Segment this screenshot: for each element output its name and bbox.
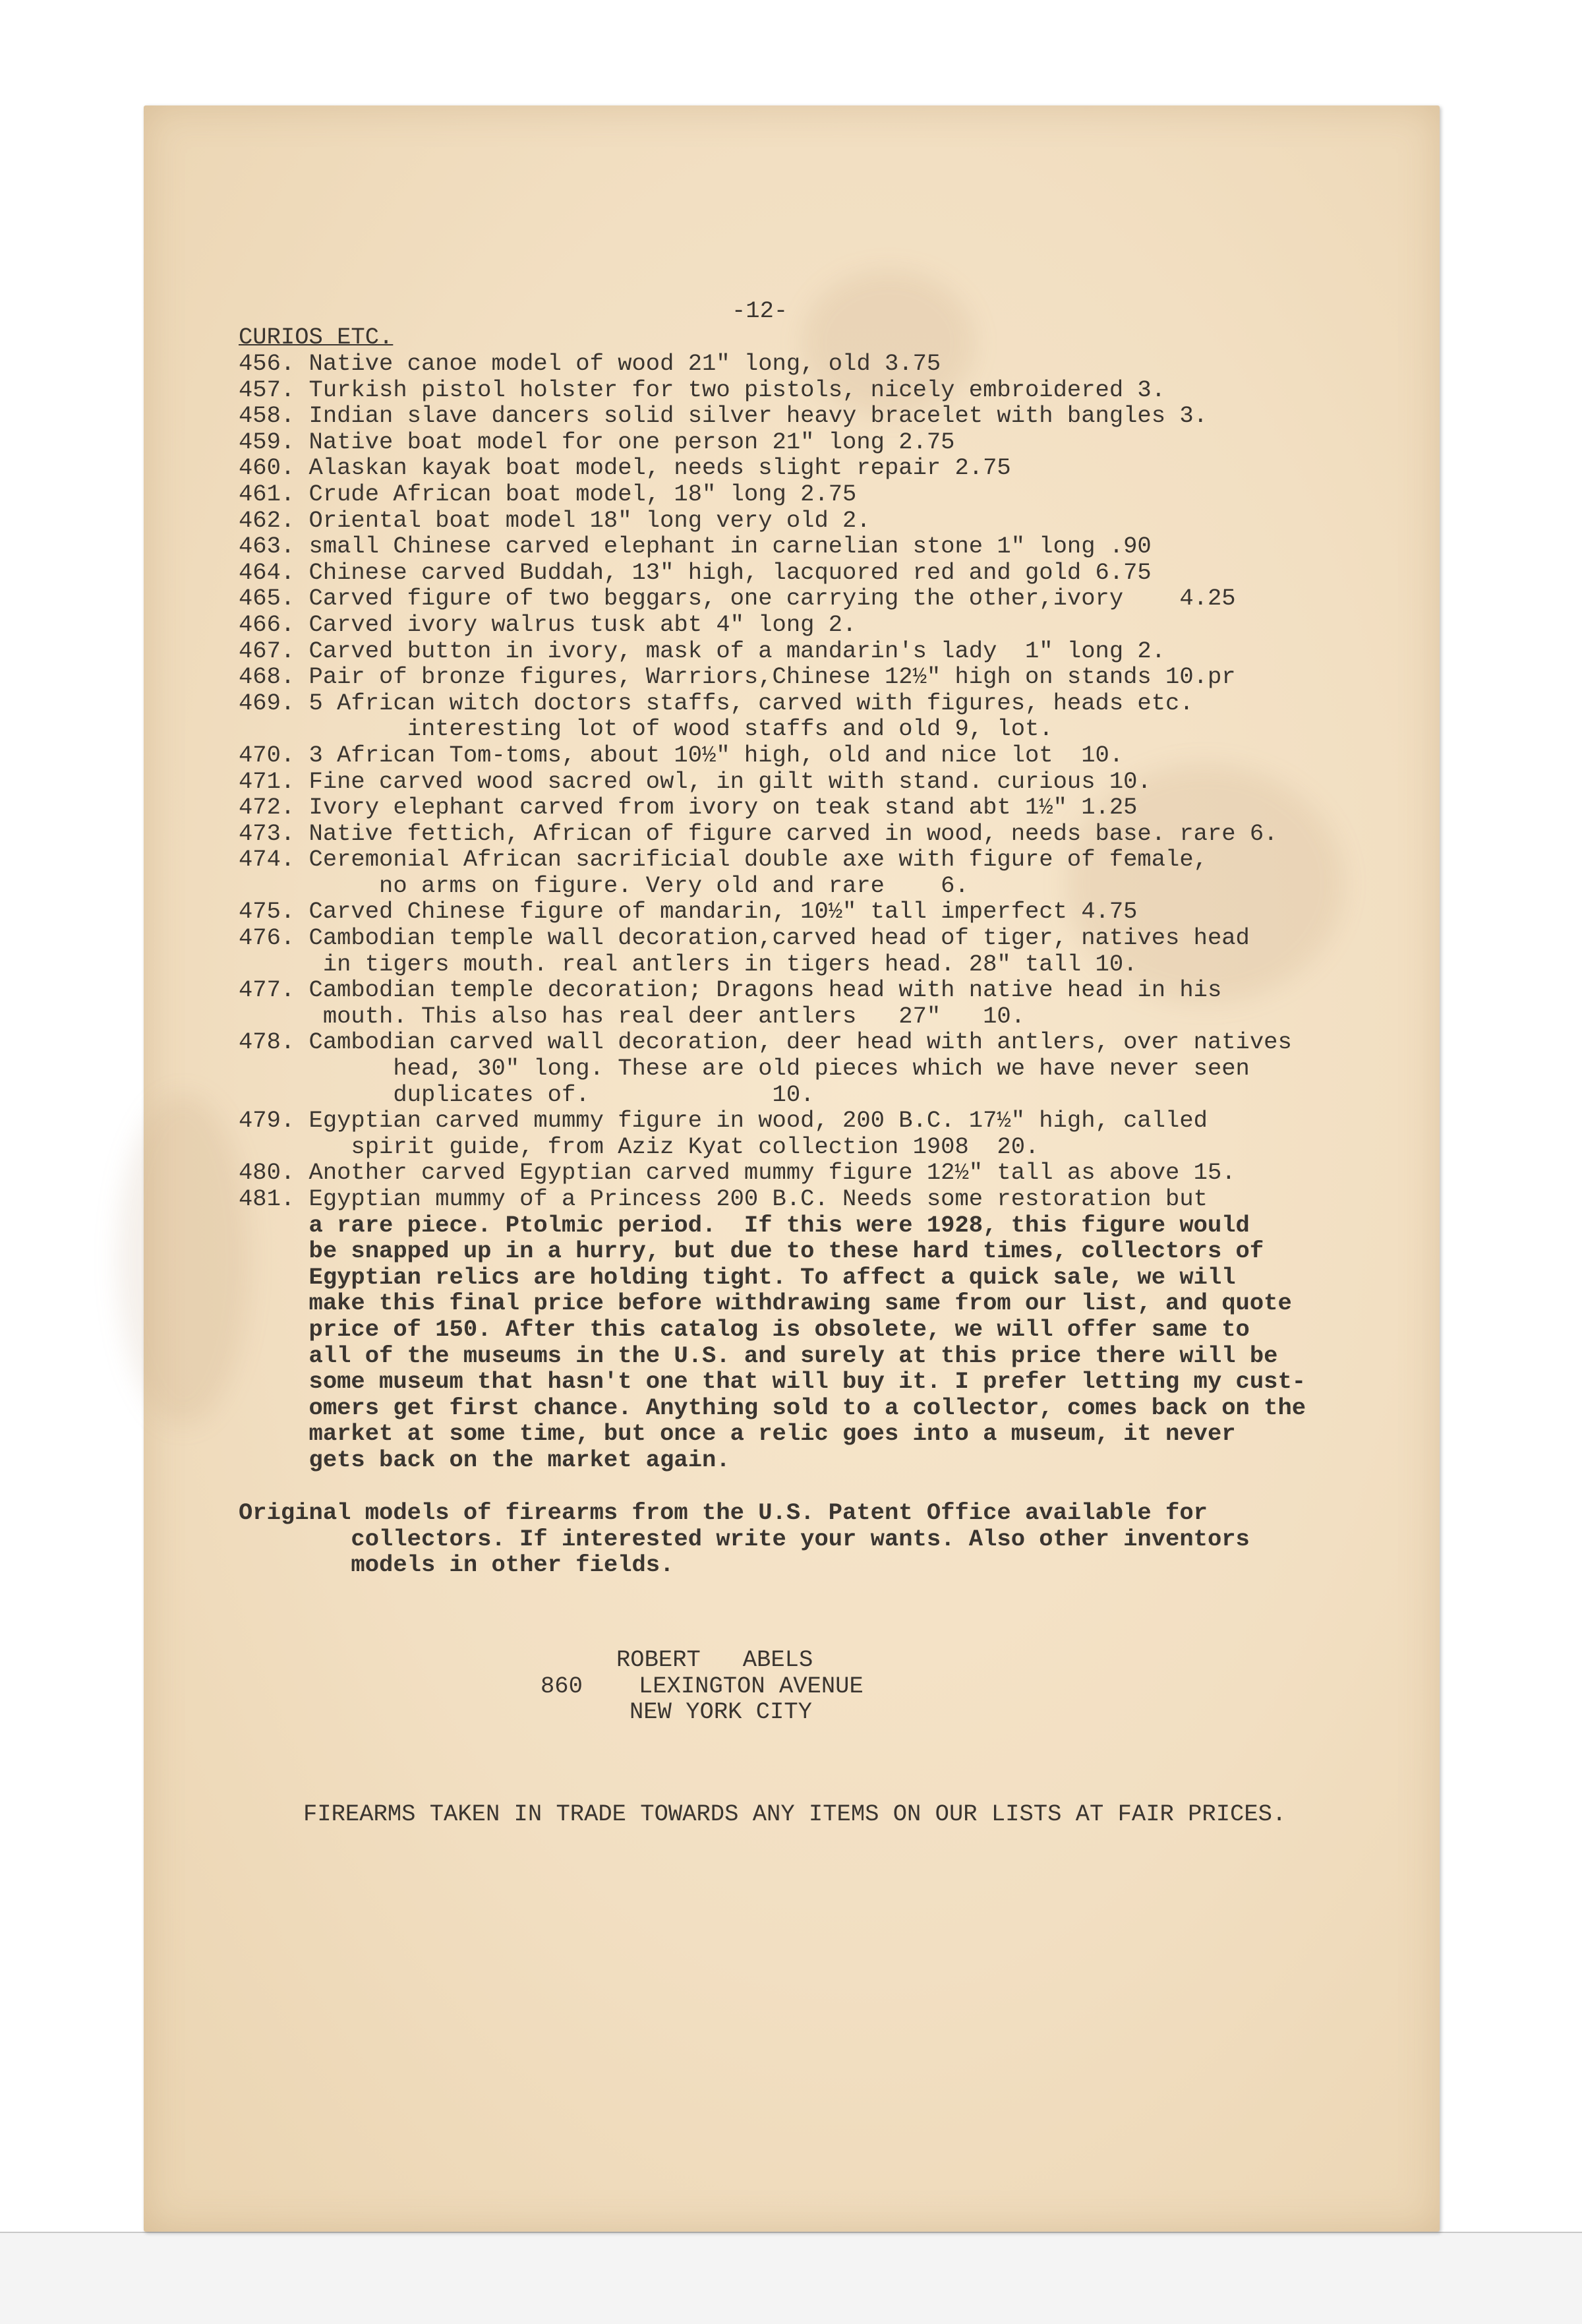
item-continuation: mouth. This also has real deer antlers 27" 10. <box>239 1002 1025 1030</box>
item-line: 480. Another carved Egyptian carved mummy figure 12½" tall as above 15. <box>239 1159 1236 1187</box>
patent-models-note <box>239 1500 1425 1578</box>
dealer-street <box>541 1673 1002 1700</box>
item-line: 459. Native boat model for one person 21" long 2.75 <box>239 428 955 456</box>
item-line: 466. Carved ivory walrus tusk abt 4" long 2. <box>239 611 857 638</box>
item-continuation: be snapped up in a hurry, but due to these hard times, collectors of <box>239 1237 1264 1265</box>
item-continuation: no arms on figure. Very old and rare 6. <box>239 872 969 899</box>
item-line: 461. Crude African boat model, 18" long 2.75 <box>239 480 857 508</box>
note-line: models in other fields. <box>239 1551 674 1579</box>
item-continuation: market at some time, but once a relic goes into a museum, it never <box>239 1420 1236 1448</box>
item-line: 463. small Chinese carved elephant in carnelian stone 1" long .90 <box>239 533 1152 560</box>
item-line: 478. Cambodian carved wall decoration, deer head with antlers, over natives <box>239 1028 1292 1056</box>
item-line: 457. Turkish pistol holster for two pistols, nicely embroidered 3. <box>239 376 1166 403</box>
item-line: 465. Carved figure of two beggars, one carrying the other,ivory 4.25 <box>239 585 1236 612</box>
item-line: 464. Chinese carved Buddah, 13" high, lacquored red and gold 6.75 <box>239 558 1152 586</box>
dealer-city: NEW YORK CITY <box>630 1698 812 1726</box>
note-line: collectors. If interested write your wants. Also other inventors <box>239 1525 1250 1553</box>
item-continuation: a rare piece. Ptolmic period. If this were 1928, this figure would <box>239 1211 1250 1239</box>
street-number: 860 <box>541 1672 583 1700</box>
item-line: 467. Carved button in ivory, mask of a mandarin's lady 1" long 2. <box>239 637 1166 665</box>
item-line: 468. Pair of bronze figures, Warriors,Chinese 12½" high on stands 10.pr <box>239 663 1236 691</box>
item-continuation: interesting lot of wood staffs and old 9, lot. <box>239 715 1053 743</box>
item-line: 472. Ivory elephant carved from ivory on teak stand abt 1½" 1.25 <box>239 794 1138 821</box>
item-line: 456. Native canoe model of wood 21" long, old 3.75 <box>239 350 941 377</box>
note-line: Original models of firearms from the U.S. Patent Office available for <box>239 1499 1208 1526</box>
page-number: -12- <box>732 297 788 324</box>
dealer-address <box>541 1647 1002 1725</box>
item-line: 476. Cambodian temple wall decoration,carved head of tiger, natives head <box>239 924 1250 952</box>
dealer-name: ROBERT ABELS <box>616 1646 813 1673</box>
trade-in-note: FIREARMS TAKEN IN TRADE TOWARDS ANY ITEMS ON OUR LISTS AT FAIR PRICES. <box>303 1801 1287 1828</box>
section-heading: CURIOS ETC. <box>239 324 394 351</box>
item-line: 473. Native fettich, African of figure carved in wood, needs base. rare 6. <box>239 819 1278 847</box>
item-line: 462. Oriental boat model 18" long very old 2. <box>239 506 871 534</box>
item-line: 460. Alaskan kayak boat model, needs slight repair 2.75 <box>239 454 1011 482</box>
item-line: 479. Egyptian carved mummy figure in wood, 200 B.C. 17½" high, called <box>239 1107 1208 1135</box>
item-continuation: gets back on the market again. <box>239 1446 730 1474</box>
item-line: 471. Fine carved wood sacred owl, in gilt with stand. curious 10. <box>239 767 1152 795</box>
item-line: 470. 3 African Tom-toms, about 10½" high, old and nice lot 10. <box>239 741 1124 769</box>
item-line: 477. Cambodian temple decoration; Dragons head with native head in his <box>239 976 1222 1004</box>
item-continuation: omers get first chance. Anything sold to a collector, comes back on the <box>239 1394 1306 1421</box>
item-continuation: head, 30" long. These are old pieces which we have never seen <box>239 1055 1250 1083</box>
item-continuation: duplicates of. 10. <box>239 1081 815 1108</box>
item-continuation: price of 150. After this catalog is obsolete, we will offer same to <box>239 1315 1250 1343</box>
item-continuation: in tigers mouth. real antlers in tigers head. 28" tall 10. <box>239 950 1138 978</box>
item-continuation: all of the museums in the U.S. and surely at this price there will be <box>239 1342 1278 1369</box>
item-list <box>239 351 1425 1474</box>
street-name: LEXINGTON AVENUE <box>638 1672 864 1700</box>
item-line: 458. Indian slave dancers solid silver heavy bracelet with bangles 3. <box>239 402 1208 430</box>
item-line: 481. Egyptian mummy of a Princess 200 B.C. Needs some restoration but <box>239 1185 1208 1212</box>
item-continuation: spirit guide, from Aziz Kyat collection 1908 20. <box>239 1133 1040 1160</box>
item-line: 469. 5 African witch doctors staffs, carved with figures, heads etc. <box>239 689 1194 717</box>
item-line: 474. Ceremonial African sacrificial double axe with figure of female, <box>239 846 1208 874</box>
item-continuation: Egyptian relics are holding tight. To affect a quick sale, we will <box>239 1263 1236 1291</box>
item-line: 475. Carved Chinese figure of mandarin, 10½" tall imperfect 4.75 <box>239 898 1138 926</box>
item-continuation: some museum that hasn't one that will buy it. I prefer letting my cust- <box>239 1368 1306 1396</box>
item-continuation: make this final price before withdrawing same from our list, and quote <box>239 1290 1292 1317</box>
